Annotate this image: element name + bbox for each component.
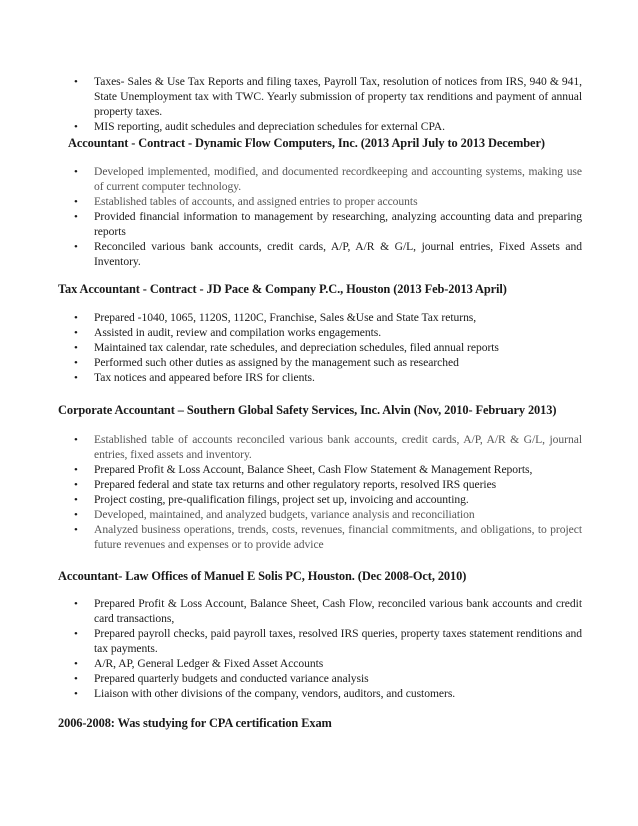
section-2-list: [0, 311, 638, 386]
education-heading: 2006-2008: Was studying for CPA certification Exam: [58, 716, 332, 730]
list-item: [0, 478, 638, 493]
bullet-icon: •: [74, 372, 78, 384]
list-item: [0, 597, 638, 627]
list-item: [0, 210, 638, 240]
bullet-icon: •: [74, 76, 78, 88]
bullet-icon: •: [74, 327, 78, 339]
list-item-text: Prepared federal and state tax returns and other regulatory reports, resolved IRS queries: [94, 478, 497, 491]
list-item-text: Performed such other duties as assigned by the management such as researched: [94, 356, 459, 369]
list-item-text: Prepared -1040, 1065, 1120S, 1120C, Franchise, Sales &Use and State Tax returns,: [94, 311, 477, 324]
list-item-text: Tax notices and appeared before IRS for clients.: [94, 371, 315, 384]
bullet-icon: •: [74, 494, 78, 506]
bullet-icon: •: [74, 211, 78, 223]
bullet-icon: •: [74, 658, 78, 670]
list-item: [0, 165, 638, 195]
bullet-icon: •: [74, 479, 78, 491]
list-item: [0, 508, 638, 523]
bullet-icon: •: [74, 688, 78, 700]
list-item-text: Liaison with other divisions of the company, vendors, auditors, and customers.: [94, 687, 456, 700]
bullet-icon: •: [74, 628, 78, 640]
list-item-text: Reconciled various bank accounts, credit cards, A/P, A/R & G/L, journal entries, Fixed Assets and Inventory.: [94, 240, 582, 268]
list-item-text: Established tables of accounts, and assigned entries to proper accounts: [94, 195, 418, 208]
list-item: [0, 195, 638, 210]
list-item: [0, 627, 638, 657]
list-item-text: Taxes- Sales & Use Tax Reports and filing taxes, Payroll Tax, resolution of notices from IRS, 940 & 941, State Unemployment tax with TWC. Yearly submission of property tax renditions and payment of annual property taxes.: [94, 75, 582, 118]
list-item: [0, 311, 638, 326]
list-item: [0, 356, 638, 371]
bullet-icon: •: [74, 464, 78, 476]
list-item-text: Established table of accounts reconciled various bank accounts, credit cards, A/P, A/R & G/L, journal entries, fixed assets and inventory.: [94, 433, 582, 461]
job-heading-dynamic-flow: Accountant - Contract - Dynamic Flow Computers, Inc. (2013 April July to 2013 December): [68, 136, 545, 150]
list-item: [0, 657, 638, 672]
section-0-list: [0, 75, 638, 135]
bullet-icon: •: [74, 357, 78, 369]
section-4-list: [0, 597, 638, 702]
list-item-text: Prepared Profit & Loss Account, Balance Sheet, Cash Flow Statement & Management Reports,: [94, 463, 533, 476]
bullet-icon: •: [74, 598, 78, 610]
list-item: [0, 240, 638, 270]
list-item: [0, 672, 638, 687]
list-item-text: Prepared Profit & Loss Account, Balance Sheet, Cash Flow, reconciled various bank accounts and credit card transactions,: [94, 597, 582, 625]
list-item-text: Analyzed business operations, trends, costs, revenues, financial commitments, and obligations, to project future revenues and expenses or to provide advice: [94, 523, 582, 551]
bullet-icon: •: [74, 434, 78, 446]
list-item-text: Project costing, pre-qualification filings, project set up, invoicing and accounting.: [94, 493, 469, 506]
list-item: [0, 523, 638, 553]
list-item: [0, 341, 638, 356]
list-item-text: MIS reporting, audit schedules and depreciation schedules for external CPA.: [94, 120, 445, 133]
bullet-icon: •: [74, 342, 78, 354]
list-item-text: Assisted in audit, review and compilation works engagements.: [94, 326, 382, 339]
list-item-text: Developed, maintained, and analyzed budgets, variance analysis and reconciliation: [94, 508, 475, 521]
list-item-text: A/R, AP, General Ledger & Fixed Asset Accounts: [94, 657, 324, 670]
bullet-icon: •: [74, 524, 78, 536]
list-item: [0, 433, 638, 463]
bullet-icon: •: [74, 196, 78, 208]
bullet-icon: •: [74, 673, 78, 685]
bullet-icon: •: [74, 509, 78, 521]
bullet-icon: •: [74, 312, 78, 324]
bullet-icon: •: [74, 166, 78, 178]
list-item: [0, 326, 638, 341]
list-item: [0, 75, 638, 120]
list-item-text: Provided financial information to management by researching, analyzing accounting data and preparing reports: [94, 210, 582, 238]
list-item-text: Prepared quarterly budgets and conducted variance analysis: [94, 672, 369, 685]
list-item-text: Prepared payroll checks, paid payroll taxes, resolved IRS queries, property taxes statement renditions and tax payments.: [94, 627, 582, 655]
list-item: [0, 493, 638, 508]
list-item: [0, 371, 638, 386]
section-1-list: [0, 165, 638, 270]
job-heading-manuel-solis: Accountant- Law Offices of Manuel E Solis PC, Houston. (Dec 2008-Oct, 2010): [58, 569, 467, 583]
section-3-list: [0, 433, 638, 553]
list-item-text: Developed implemented, modified, and documented recordkeeping and accounting systems, making use of current computer technology.: [94, 165, 582, 193]
list-item: [0, 463, 638, 478]
list-item: [0, 687, 638, 702]
job-heading-jd-pace: Tax Accountant - Contract - JD Pace & Company P.C., Houston (2013 Feb-2013 April): [58, 282, 507, 296]
list-item-text: Maintained tax calendar, rate schedules, and depreciation schedules, filed annual reports: [94, 341, 499, 354]
list-item: [0, 120, 638, 135]
job-heading-southern-global: Corporate Accountant – Southern Global Safety Services, Inc. Alvin (Nov, 2010- February 2013): [58, 403, 557, 417]
bullet-icon: •: [74, 121, 78, 133]
bullet-icon: •: [74, 241, 78, 253]
